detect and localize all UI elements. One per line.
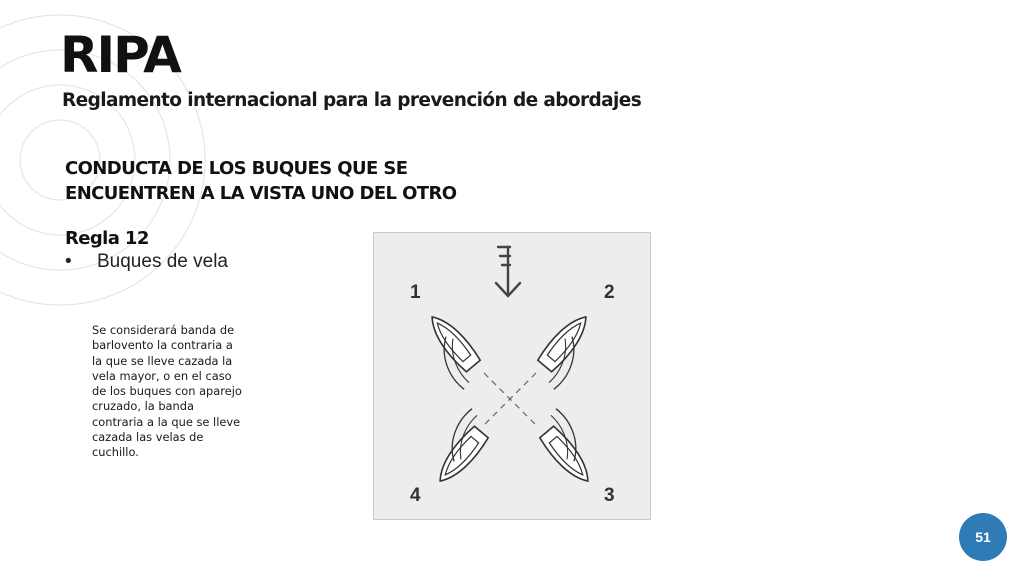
figure-label-1: 1 [410,282,421,303]
rule-title: Regla 12 [65,228,149,249]
page-number-badge: 51 [959,513,1007,561]
bullet-dot-icon: • [65,251,72,272]
sailboat-icon [414,310,489,390]
figure-label-4: 4 [410,485,421,506]
figure-label-2: 2 [604,282,615,303]
figure-label-3: 3 [604,485,615,506]
section-heading [65,156,485,206]
bullet-text: Buques de vela [97,251,228,272]
slide-title: RIPA [60,26,180,84]
slide-subtitle: Reglamento internacional para la prevención de abordajes [62,90,642,111]
course-lines [484,373,536,425]
bullet-item [65,251,228,273]
wind-arrow-icon [496,247,520,296]
sailboat-icon [422,408,497,488]
sailboat-icon [531,408,606,488]
figure-drawing [374,233,652,521]
body-paragraph: Se considerará banda de barlovento la contraria a la que se lleve cazada la vela mayor, o en el caso de los buques con aparejo cruzado, la banda contraria a la que se lleve cazada las velas de cuchillo. [92,323,242,460]
section-heading-line-1: CONDUCTA DE LOS BUQUES QUE SE [65,158,408,179]
sailboat-icon [529,310,604,390]
section-heading-line-2: ENCUENTREN A LA VISTA UNO DEL OTRO [65,183,457,204]
sailing-rule-figure [373,232,651,520]
